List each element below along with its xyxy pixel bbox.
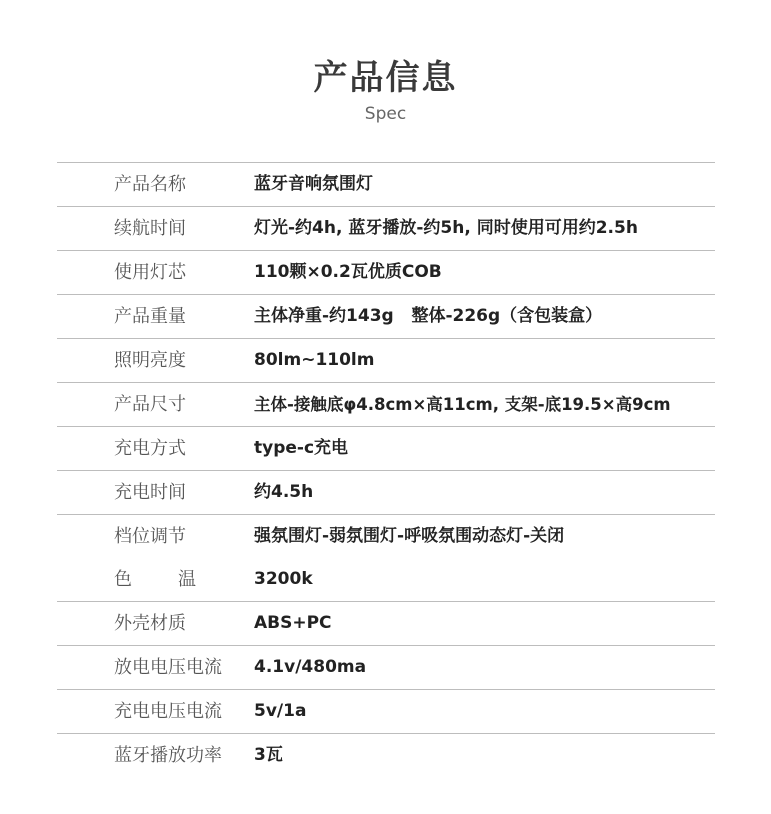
- spec-row-color-temp: [57, 558, 715, 602]
- spec-value: 蓝牙音响氛围灯: [254, 174, 373, 194]
- spec-label: 充电方式: [114, 438, 186, 459]
- spec-value: 110颗×0.2瓦优质COB: [254, 262, 442, 282]
- spec-row-name: [57, 163, 715, 207]
- spec-value: 约4.5h: [254, 482, 314, 502]
- spec-label: 产品名称: [114, 174, 186, 195]
- spec-label-part: 色: [114, 569, 132, 590]
- spec-row-led: [57, 251, 715, 295]
- spec-value: ABS+PC: [254, 613, 332, 633]
- page-subtitle: Spec: [364, 104, 407, 124]
- spec-row-modes: [57, 515, 715, 558]
- spec-row-bt-power: [57, 734, 715, 777]
- spec-value: 主体净重-约143g 整体-226g（含包装盒）: [254, 306, 603, 326]
- spec-label-part: 温: [178, 569, 196, 590]
- page-title: 产品信息: [313, 58, 458, 98]
- spec-label: [114, 558, 254, 601]
- spec-value: 80lm~110lm: [254, 350, 375, 370]
- spec-row-charging-method: [57, 427, 715, 471]
- spec-value: 强氛围灯-弱氛围灯-呼吸氛围动态灯-关闭: [254, 526, 565, 546]
- spec-row-brightness: [57, 339, 715, 383]
- spec-label: 产品尺寸: [114, 394, 186, 415]
- spec-row-material: [57, 602, 715, 646]
- spec-label: 充电电压电流: [114, 701, 222, 722]
- spec-label: 充电时间: [114, 482, 186, 503]
- spec-value: type-c充电: [254, 438, 349, 458]
- spec-row-weight: [57, 295, 715, 339]
- spec-label: 产品重量: [114, 306, 186, 327]
- spec-value: 灯光-约4h, 蓝牙播放-约5h, 同时使用可用约2.5h: [254, 218, 638, 238]
- spec-label: 外壳材质: [114, 613, 186, 634]
- spec-label: 使用灯芯: [114, 262, 186, 283]
- spec-value: 4.1v/480ma: [254, 657, 367, 677]
- spec-label: 蓝牙播放功率: [114, 745, 222, 766]
- spec-row-charging-time: [57, 471, 715, 515]
- spec-label: 放电电压电流: [114, 657, 222, 678]
- spec-value: 主体-接触底φ4.8cm×高11cm, 支架-底19.5×高9cm: [254, 395, 671, 414]
- spec-value: 3200k: [254, 569, 313, 589]
- spec-row-charge-voltage: [57, 690, 715, 734]
- spec-table: [57, 162, 715, 777]
- spec-value: 5v/1a: [254, 701, 307, 721]
- spec-row-size: [57, 383, 715, 427]
- spec-row-battery-life: [57, 207, 715, 251]
- spec-label: 照明亮度: [114, 350, 186, 371]
- spec-label: 续航时间: [114, 218, 186, 239]
- spec-value: 3瓦: [254, 745, 283, 765]
- spec-row-discharge: [57, 646, 715, 690]
- spec-label: 档位调节: [114, 526, 186, 547]
